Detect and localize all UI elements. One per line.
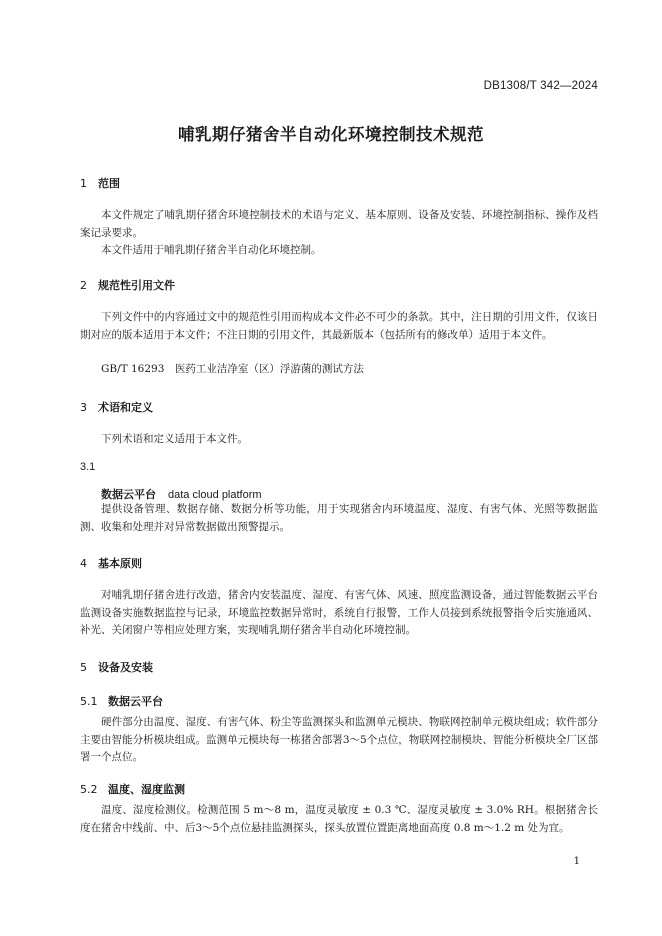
paragraph: 本文件规定了哺乳期仔猪舍环境控制技术的术语与定义、基本原则、设备及安装、环境控制指标、操作及档案记录要求。: [80, 209, 598, 239]
term-en: data cloud platform: [168, 489, 262, 501]
section-2-heading: [80, 277, 175, 293]
paragraph: 下列术语和定义适用于本文件。: [101, 433, 248, 445]
section-number: 4: [80, 557, 87, 570]
paragraph: 硬件部分由温度、湿度、有害气体、粉尘等监测探头和监测单元模块、物联网控制单元模块组成；软件部分主要由智能分析模块组成。监测单元模块每一栋猪舍部署3～5个点位，物联网控制模块、智能分析模块全厂区部署一个点位。: [80, 716, 598, 763]
subsection-title: 数据云平台: [108, 695, 163, 708]
section-5-heading: [80, 659, 153, 675]
section-title: 范围: [98, 177, 120, 190]
section-title: 基本原则: [98, 557, 142, 570]
paragraph: 对哺乳期仔猪舍进行改造，猪舍内安装温度、湿度、有害气体、风速、照度监测设备，通过智能数据云平台监测设备实施数据监控与记录，环境监控数据异常时，系统自行报警，工作人员接到系统报警指令后实施通风、补光、关闭窗户等相应处理方案，实现哺乳期仔猪舍半自动化环境控制。: [80, 589, 598, 636]
standard-code: DB1308/T 342—2024: [483, 80, 598, 92]
paragraph: 下列文件中的内容通过文中的规范性引用而构成本文件必不可少的条款。其中，注日期的引用文件，仅该日期对应的版本适用于本文件；不注日期的引用文件，其最新版本（包括所有的修改单）适用于本文件。: [80, 311, 598, 341]
subsection-number: 5.2: [80, 783, 98, 796]
subsection-title: 温度、湿度监测: [108, 783, 185, 796]
paragraph: 温度、湿度检测仪。检测范围 5 m～8 m，温度灵敏度 ± 0.3 ℃、湿度灵敏度 ± 3.0% RH。根据猪舍长度在猪舍中线前、中、后3～5个点位悬挂监测探头，探头放置位置距离地面高度 0.8 m～1.2 m 处为宜。: [80, 804, 598, 834]
subsection-5-2-heading: [80, 781, 185, 797]
term-zh: 数据云平台: [101, 488, 156, 501]
section-title: 规范性引用文件: [98, 279, 175, 292]
page-number: 1: [573, 856, 580, 867]
section-number: 1: [80, 177, 87, 190]
section-1-heading: [80, 175, 120, 191]
section-title: 设备及安装: [98, 661, 153, 674]
reference-item: GB/T 16293 医药工业洁净室（区）浮游菌的测试方法: [101, 363, 364, 375]
document-title: 哺乳期仔猪舍半自动化环境控制技术规范: [178, 125, 484, 144]
section-4-heading: [80, 555, 142, 571]
section-3-heading: [80, 399, 153, 415]
term-definition: 提供设备管理、数据存储、数据分析等功能，用于实现猪舍内环境温度、湿度、有害气体、光照等数据监测、收集和处理并对异常数据做出预警提示。: [80, 503, 598, 533]
section-number: 3: [80, 401, 87, 414]
paragraph: 本文件适用于哺乳期仔猪舍半自动化环境控制。: [101, 244, 322, 256]
term-entry: [101, 486, 262, 502]
subsection-number: 5.1: [80, 695, 98, 708]
section-number: 2: [80, 279, 87, 292]
subsection-5-1-heading: [80, 693, 163, 709]
section-number: 5: [80, 661, 87, 674]
term-number: 3.1: [80, 461, 96, 473]
section-title: 术语和定义: [98, 401, 153, 414]
